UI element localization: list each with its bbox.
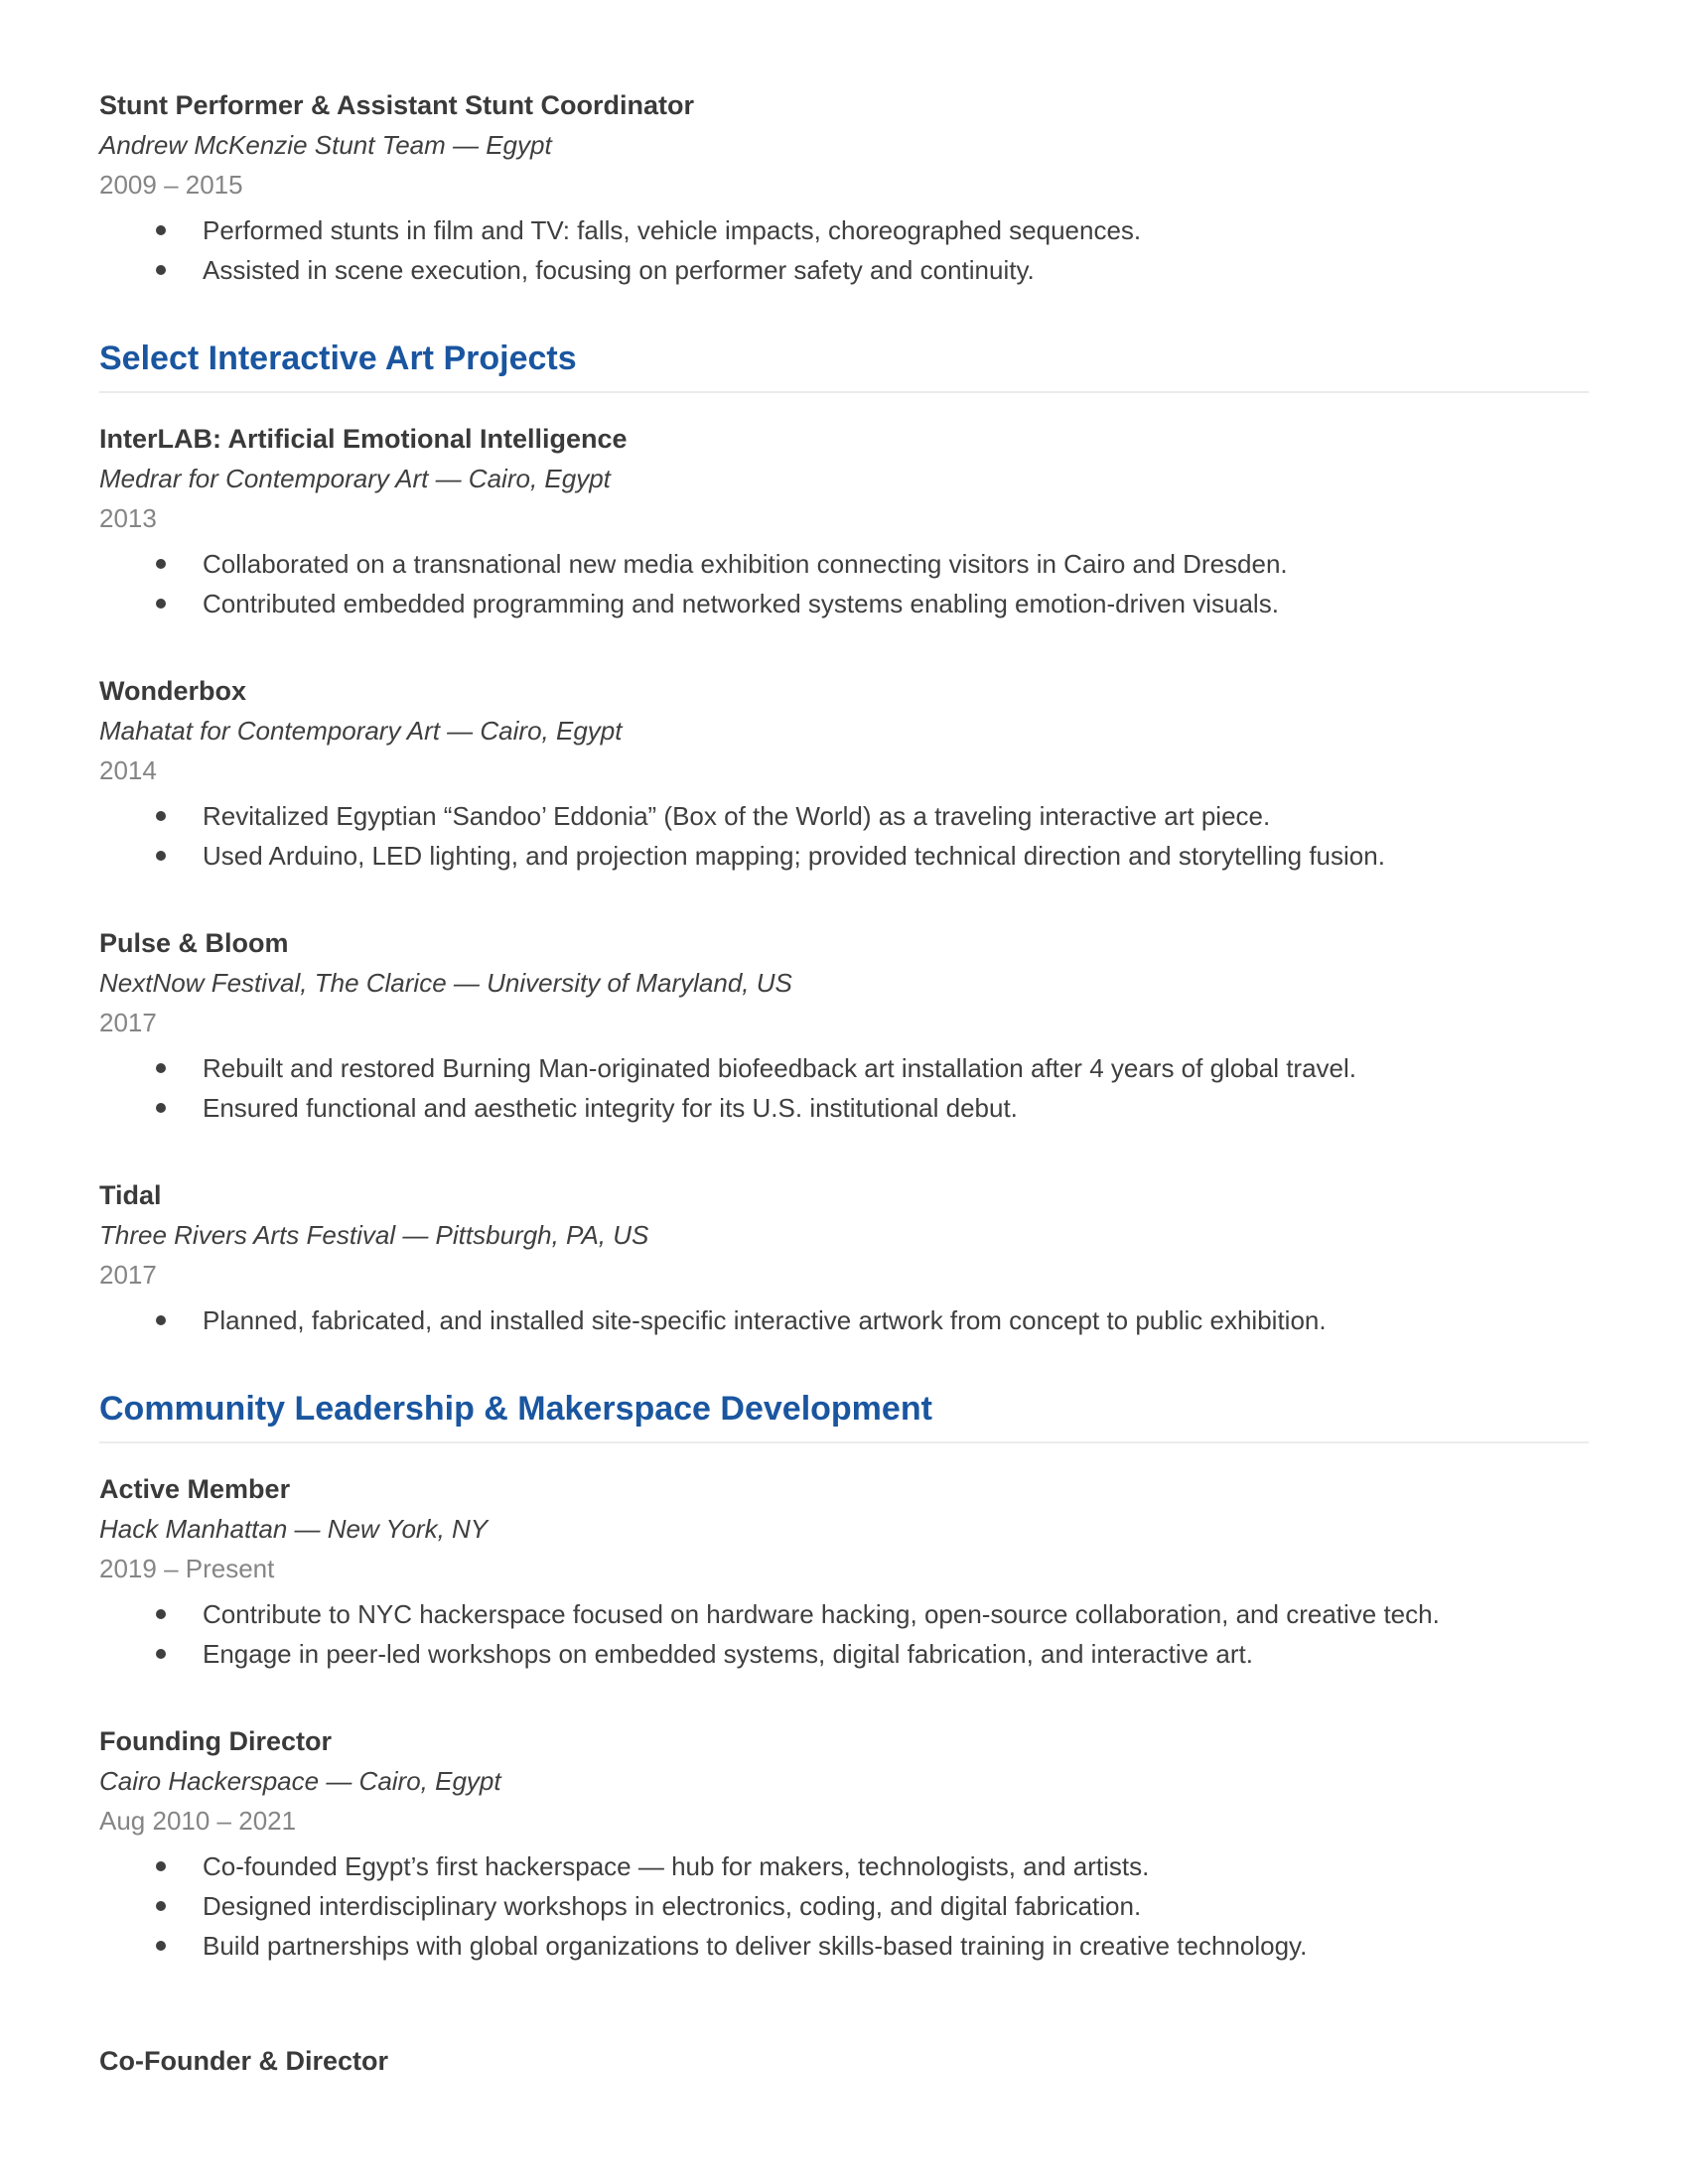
entry-organization: Andrew McKenzie Stunt Team — Egypt [99,130,552,160]
entry-title: Active Member [99,1474,291,1504]
entry-bullet-list [99,1300,1589,1340]
section-heading: Community Leadership & Makerspace Development [99,1388,1589,1443]
bullet-item: Co-founded Egypt’s first hackerspace — hub for makers, technologists, and artists. [203,1846,1589,1886]
entry-title: Wonderbox [99,676,246,706]
bullet-item: Designed interdisciplinary workshops in electronics, coding, and digital fabrication. [203,1886,1589,1926]
entry-dates: 2019 – Present [99,1554,275,1583]
entry-bullet-list [99,1846,1589,1966]
bullet-item: Ensured functional and aesthetic integrity for its U.S. institutional debut. [203,1088,1589,1128]
entry-dates: 2009 – 2015 [99,170,243,200]
entry-organization: Medrar for Contemporary Art — Cairo, Egypt [99,464,611,493]
bullet-item: Performed stunts in film and TV: falls, vehicle impacts, choreographed sequences. [203,210,1589,250]
bullet-item: Contribute to NYC hackerspace focused on hardware hacking, open-source collaboration, and creative tech. [203,1594,1589,1634]
entry-bullet-list [99,1048,1589,1128]
entry-title: InterLAB: Artificial Emotional Intelligence [99,424,628,454]
entry-title: Stunt Performer & Assistant Stunt Coordinator [99,90,695,120]
entry-title: Pulse & Bloom [99,928,289,958]
section-interactive-art-projects [99,338,1589,1340]
entry-organization: Hack Manhattan — New York, NY [99,1514,489,1544]
entry-dates: 2014 [99,755,157,785]
bullet-item: Build partnerships with global organizations to deliver skills-based training in creative technology. [203,1926,1589,1966]
entry-organization: Three Rivers Arts Festival — Pittsburgh, PA, US [99,1220,649,1250]
entry-organization: NextNow Festival, The Clarice — University of Maryland, US [99,968,792,998]
entry-bullet-list [99,796,1589,876]
entry-title: Co-Founder & Director [99,2046,389,2076]
bullet-item: Collaborated on a transnational new media exhibition connecting visitors in Cairo and Dresden. [203,544,1589,584]
bullet-item: Assisted in scene execution, focusing on performer safety and continuity. [203,250,1589,290]
entry-bullet-list [99,1594,1589,1674]
entry-bullet-list [99,210,1589,290]
entry-founding-director [99,1721,1589,1966]
bullet-item: Rebuilt and restored Burning Man-originated biofeedback art installation after 4 years of global travel. [203,1048,1589,1088]
entry-bullet-list [99,544,1589,623]
section-community-leadership [99,1388,1589,2081]
entry-dates: 2017 [99,1260,157,1290]
entry-wonderbox [99,671,1589,876]
entry-organization: Cairo Hackerspace — Cairo, Egypt [99,1766,501,1796]
entry-title: Founding Director [99,1726,332,1756]
entry-interlab [99,419,1589,623]
section-heading: Select Interactive Art Projects [99,338,1589,393]
entry-active-member [99,1469,1589,1674]
entry-dates: 2017 [99,1008,157,1037]
bullet-item: Revitalized Egyptian “Sandoo’ Eddonia” (Box of the World) as a traveling interactive art piece. [203,796,1589,836]
bullet-item: Planned, fabricated, and installed site-specific interactive artwork from concept to public exhibition. [203,1300,1589,1340]
entry-organization: Mahatat for Contemporary Art — Cairo, Egypt [99,716,623,746]
entry-pulse-and-bloom [99,923,1589,1128]
entry-title: Tidal [99,1180,162,1210]
entry-dates: Aug 2010 – 2021 [99,1806,297,1836]
bullet-item: Engage in peer-led workshops on embedded systems, digital fabrication, and interactive art. [203,1634,1589,1674]
bullet-item: Contributed embedded programming and networked systems enabling emotion-driven visuals. [203,584,1589,623]
bullet-item: Used Arduino, LED lighting, and projection mapping; provided technical direction and storytelling fusion. [203,836,1589,876]
entry-stunt-performer [99,85,1589,290]
entry-cofounder-director [99,2041,1589,2081]
entry-dates: 2013 [99,503,157,533]
entry-tidal [99,1175,1589,1340]
